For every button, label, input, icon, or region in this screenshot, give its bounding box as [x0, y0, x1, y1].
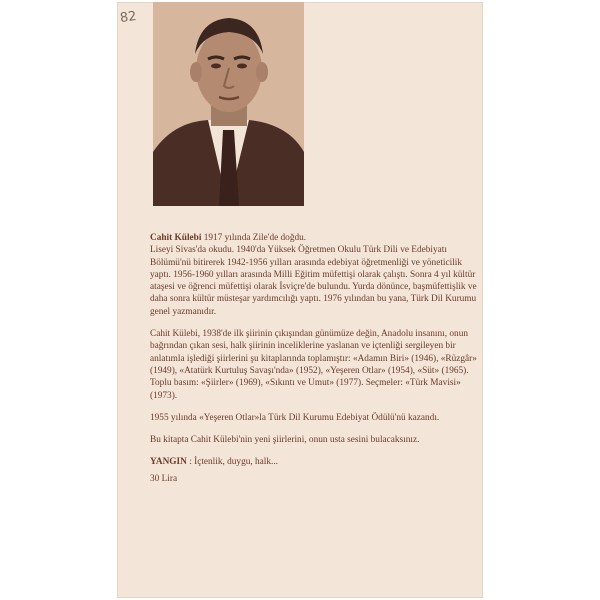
author-name: Cahit Külebi — [150, 233, 202, 243]
award-paragraph: 1955 yılında «Yeşeren Otlar»la Türk Dil Kurumu Edebiyat Ödülü'nü kazandı. — [150, 412, 440, 423]
book-tagline: : İçtenlik, duygu, halk... — [189, 457, 279, 468]
price: 30 Lira — [150, 473, 178, 484]
promo-paragraph: Bu kitapta Cahit Külebi'nin yeni şiirlerini, onun usta sesini bulacaksınız. — [150, 435, 420, 446]
biography-body: Liseyi Sivas'da okudu. 1940'da Yüksek Öğretmen Okulu Türk Dili ve Edebiyatı Bölümü'nü bitirerek 1942-1956 yılları arasında edebiyat öğretmenliği ve yöneticilik yaptı. 1956-1960 yılları arasında Milli Eğitim müfettişi olarak çalıştı. Sonra 4 yıl kültür ataşesi ve öğrenci müfettişi olarak İsviçre'de bulundu. Yurda dönünce, başmüfettişlik ve daha sonra kültür müsteşar yardımcılığı yaptı. 1976 yılından bu yana, Türk Dil Kurumu genel yazmanıdır. — [150, 245, 477, 317]
author-biography: Cahit Külebi 1917 yılında Zile'de doğdu. Liseyi Sivas'da okudu. 1940'da Yüksek Öğretmen Okulu Türk Dili ve Edebiyatı Bölümü'nü bitirerek 1942-1956 yılları arasında edebiyat öğretmenliği ve yöneticilik yaptı. 1956-1960 yılları arasında Milli Eğitim müfettişi olarak çalıştı. Sonra 4 yıl kültür ataşesi ve öğrenci müfettişi olarak İsviçre'de bulundu. Yurda dönünce, başmüfettişlik ve daha sonra kültür müsteşar yardımcılığı yaptı. 1976 yılından bu yana, Türk Dil Kurumu genel yazmanıdır. — [150, 233, 477, 317]
back-cover-text — [150, 232, 480, 495]
book-title: YANGIN — [150, 457, 187, 468]
pencil-note: 82 — [119, 8, 138, 27]
author-portrait-image — [153, 2, 304, 206]
poetry-paragraph: Cahit Külebi, 1938'de ilk şiirinin çıkışından günümüze değin, Anadolu insanını, onun bağrından çıkan sesi, halk şiirinin inceliklerine yaslanan ve içtenliği sergileyen bir anlatımla işlediği şiirlerini şu kitaplarında toplamıştır: «Adamın Biri» (1946), «Rüzgâr» (1949), «Atatürk Kurtuluş Savaşı'nda» (1952), «Yeşeren Otlar» (1954), «Süt» (1965). Toplu basım: «Şiirler» (1969), «Sıkıntı ve Umut» (1977). Seçmeler: «Türk Mavisi» (1973). — [150, 329, 477, 401]
author-photo — [153, 2, 304, 206]
book-title-line — [150, 456, 480, 468]
